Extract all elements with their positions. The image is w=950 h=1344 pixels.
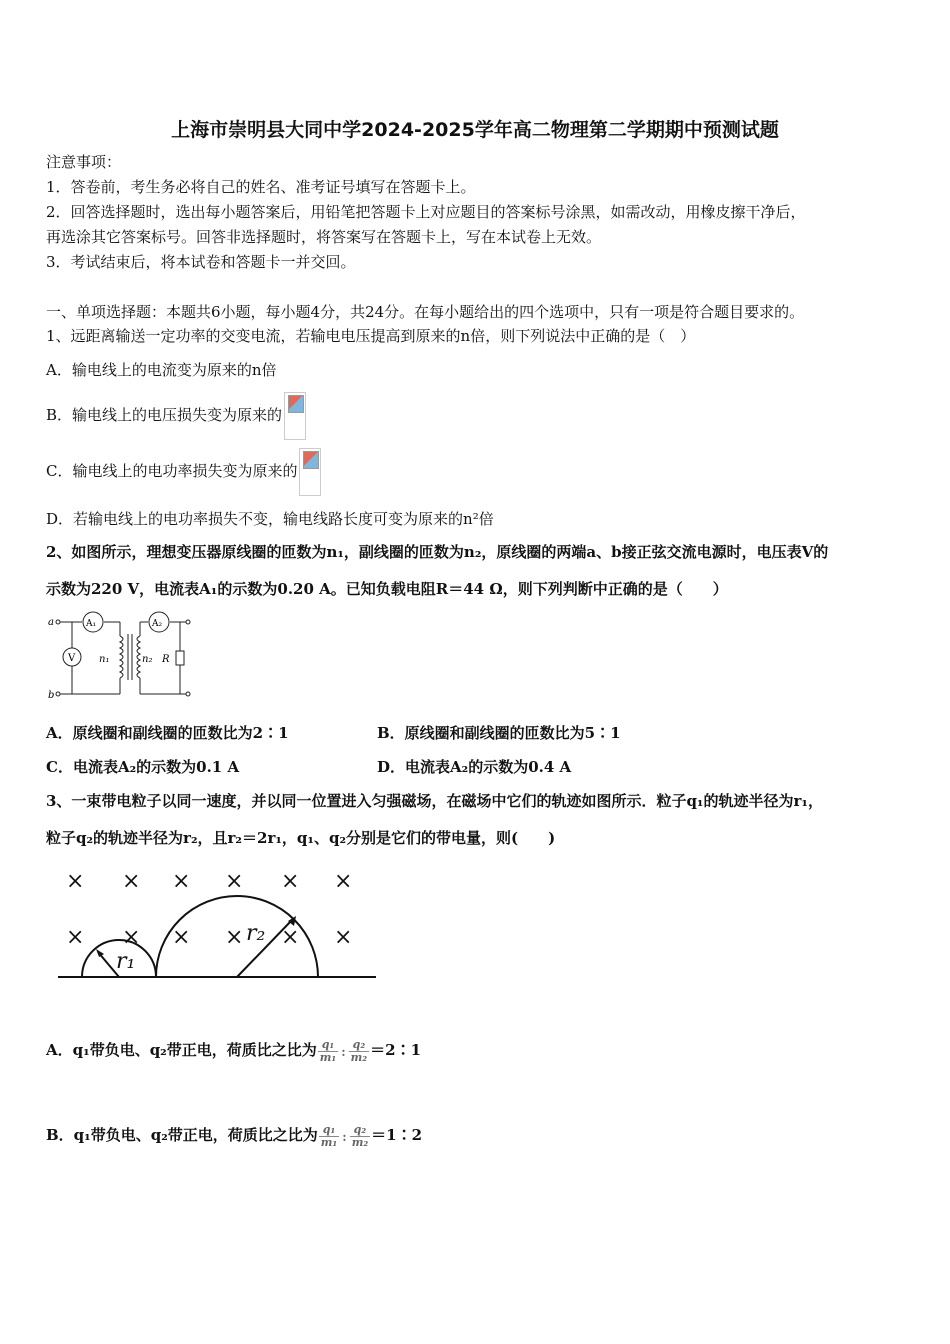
broken-image-icon — [299, 448, 321, 496]
q1-option-c — [46, 448, 321, 496]
frac-m2: m₂ — [350, 1051, 368, 1064]
q3-option-a — [46, 1020, 421, 1082]
page-title: 上海市崇明县大同中学2024-2025学年高二物理第二学期期中预测试题 — [171, 119, 779, 141]
field-mark: × — [281, 925, 300, 950]
field-mark: × — [225, 925, 244, 950]
notice-item-2: 2．回答选择题时，选出每小题答案后，用铅笔把答题卡上对应题目的答案标号涂黑，如需改动，用橡皮擦干净后， — [46, 203, 806, 221]
field-mark: × — [334, 925, 353, 950]
field-mark: × — [172, 925, 191, 950]
q2-option-a: A．原线圈和副线圈的匝数比为2∶1 — [46, 724, 289, 742]
field-mark: × — [122, 869, 141, 894]
q1-option-a: A．输电线上的电流变为原来的n倍 — [46, 361, 277, 379]
notice-heading: 注意事项： — [46, 153, 122, 171]
q2-stem-line2: 示数为220 V，电流表A₁的示数为0.20 A。已知负载电阻R＝44 Ω，则下列判断中正确的是（ ） — [46, 580, 728, 598]
field-mark: × — [122, 925, 141, 950]
field-mark: × — [66, 925, 85, 950]
field-mark: × — [281, 869, 300, 894]
frac-sep: : — [342, 1129, 347, 1144]
section1-heading: 一、单项选择题：本题共6小题，每小题4分，共24分。在每小题给出的四个选项中，只有一项是符合题目要求的。 — [46, 303, 805, 321]
radius-r2-label: r₂ — [246, 921, 266, 946]
q2-option-d: D．电流表A₂的示数为0.4 A — [377, 758, 572, 776]
frac-q2: q₂ — [349, 1039, 369, 1052]
transformer-circuit-diagram — [44, 608, 204, 704]
field-mark: × — [66, 869, 85, 894]
charge-mass-ratio — [318, 1106, 371, 1167]
frac-q1: q₁ — [319, 1124, 339, 1137]
notice-item-3: 3．考试结束后，将本试卷和答题卡一并交回。 — [46, 253, 356, 271]
q3-option-b-ratio: ＝1∶2 — [371, 1126, 423, 1144]
voltmeter-label: V — [68, 653, 76, 664]
q3-stem-line2: 粒子q₂的轨迹半径为r₂，且r₂＝2r₁，q₁、q₂分别是它们的带电量，则( ) — [46, 829, 556, 847]
q3-option-a-text: A．q₁带负电、q₂带正电，荷质比之比为 — [46, 1041, 317, 1059]
field-mark: × — [334, 869, 353, 894]
coil-n2-label: n₂ — [142, 654, 153, 665]
q2-option-b: B．原线圈和副线圈的匝数比为5∶1 — [377, 724, 621, 742]
frac-q2: q₂ — [350, 1124, 370, 1137]
q2-option-c: C．电流表A₂的示数为0.1 A — [46, 758, 240, 776]
frac-sep: : — [341, 1044, 346, 1059]
q3-option-a-ratio: ＝2∶1 — [370, 1041, 422, 1059]
q2-stem-line1: 2、如图所示，理想变压器原线圈的匝数为n₁，副线圈的匝数为n₂，原线圈的两端a、b接正弦交流电源时，电压表V的 — [46, 543, 829, 561]
q1-option-d: D．若输电线上的电功率损失不变，输电线路长度可变为原来的n²倍 — [46, 510, 494, 528]
q3-option-b — [46, 1105, 422, 1167]
ammeter-a2-label: A₂ — [152, 619, 163, 629]
q1-option-b-text: B．输电线上的电压损失变为原来的 — [46, 406, 283, 424]
terminal-b-label: b — [48, 690, 55, 701]
magnetic-field-trajectory-diagram — [50, 860, 380, 985]
charge-mass-ratio — [317, 1021, 370, 1082]
field-mark: × — [172, 869, 191, 894]
frac-m2: m₂ — [351, 1136, 369, 1149]
frac-q1: q₁ — [318, 1039, 338, 1052]
field-mark: × — [225, 869, 244, 894]
resistor-label: R — [162, 654, 170, 665]
q1-option-c-text: C．输电线上的电功率损失变为原来的 — [46, 462, 298, 480]
q3-stem-line1: 3、一束带电粒子以同一速度，并以同一位置进入匀强磁场，在磁场中它们的轨迹如图所示．粒子q₁的轨迹半径为r₁， — [46, 792, 823, 810]
broken-image-icon — [284, 392, 306, 440]
q1-stem: 1、远距离输送一定功率的交变电流，若输电电压提高到原来的n倍，则下列说法中正确的是（ ） — [46, 327, 696, 345]
radius-r1-label: r₁ — [116, 949, 136, 974]
frac-m1: m₁ — [320, 1136, 338, 1149]
q3-option-b-text: B．q₁带负电、q₂带正电，荷质比之比为 — [46, 1126, 318, 1144]
frac-m1: m₁ — [319, 1051, 337, 1064]
coil-n1-label: n₁ — [99, 654, 110, 665]
notice-item-2-cont: 再选涂其它答案标号。回答非选择题时，将答案写在答题卡上，写在本试卷上无效。 — [46, 228, 602, 246]
terminal-a-label: a — [48, 617, 54, 628]
ammeter-a1-label: A₁ — [86, 619, 97, 629]
q1-option-b — [46, 392, 306, 440]
notice-item-1: 1．答卷前，考生务必将自己的姓名、准考证号填写在答题卡上。 — [46, 178, 476, 196]
